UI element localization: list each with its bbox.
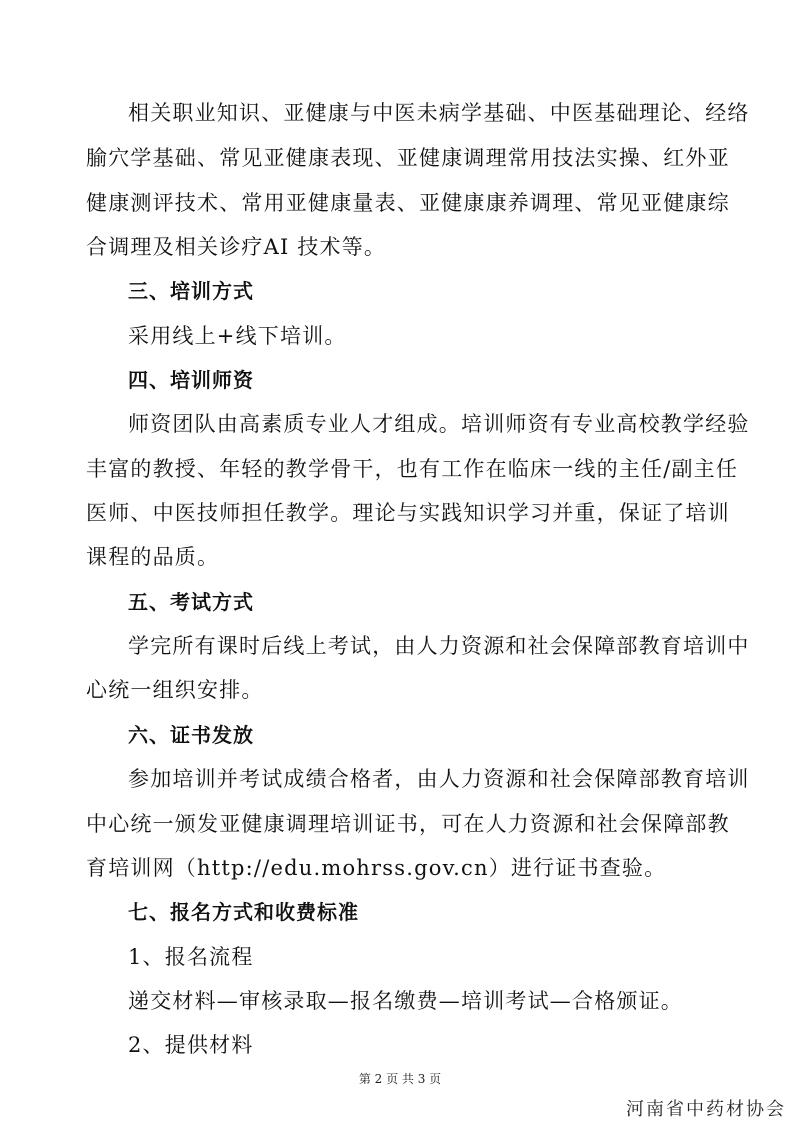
subheading-required-materials: 2、提供材料 bbox=[128, 1033, 254, 1057]
subheading-registration-process: 1、报名流程 bbox=[128, 945, 254, 969]
paragraph-line: 课程的品质。 bbox=[86, 545, 220, 569]
watermark-text: 河南省中药材协会 bbox=[626, 1099, 786, 1120]
section-heading-registration: 七、报名方式和收费标准 bbox=[128, 900, 359, 924]
paragraph-line: 心统一组织安排。 bbox=[86, 678, 264, 702]
paragraph-line: 腧穴学基础、常见亚健康表现、亚健康调理常用技法实操、红外亚 bbox=[86, 146, 730, 170]
paragraph-line: 参加培训并考试成绩合格者，由人力资源和社会保障部教育培训 bbox=[128, 767, 750, 791]
section-heading-certificate: 六、证书发放 bbox=[128, 723, 254, 747]
paragraph-line: 师资团队由高素质专业人才组成。培训师资有专业高校教学经验 bbox=[128, 412, 750, 436]
paragraph-line: 合调理及相关诊疗AI 技术等。 bbox=[86, 235, 387, 259]
section-heading-teachers: 四、培训师资 bbox=[128, 368, 254, 392]
paragraph-line: 健康测评技术、常用亚健康量表、亚健康康养调理、常见亚健康综 bbox=[86, 191, 730, 215]
paragraph-line: 中心统一颁发亚健康调理培训证书，可在人力资源和社会保障部教 bbox=[86, 812, 730, 836]
paragraph-line: 递交材料—审核录取—报名缴费—培训考试—合格颁证。 bbox=[128, 989, 683, 1013]
paragraph-line: 采用线上+线下培训。 bbox=[128, 324, 347, 348]
paragraph-line: 医师、中医技师担任教学。理论与实践知识学习并重，保证了培训 bbox=[86, 501, 730, 525]
section-heading-exam-method: 五、考试方式 bbox=[128, 590, 254, 614]
paragraph-line: 相关职业知识、亚健康与中医未病学基础、中医基础理论、经络 bbox=[128, 101, 750, 125]
page-number: 第 2 页 共 3 页 bbox=[358, 1072, 442, 1086]
section-heading-training-method: 三、培训方式 bbox=[128, 279, 254, 303]
paragraph-line: 丰富的教授、年轻的教学骨干，也有工作在临床一线的主任/副主任 bbox=[86, 457, 739, 481]
paragraph-line: 育培训网（http://edu.mohrss.gov.cn）进行证书查验。 bbox=[86, 856, 667, 880]
paragraph-line: 学完所有课时后线上考试，由人力资源和社会保障部教育培训中 bbox=[128, 634, 750, 658]
